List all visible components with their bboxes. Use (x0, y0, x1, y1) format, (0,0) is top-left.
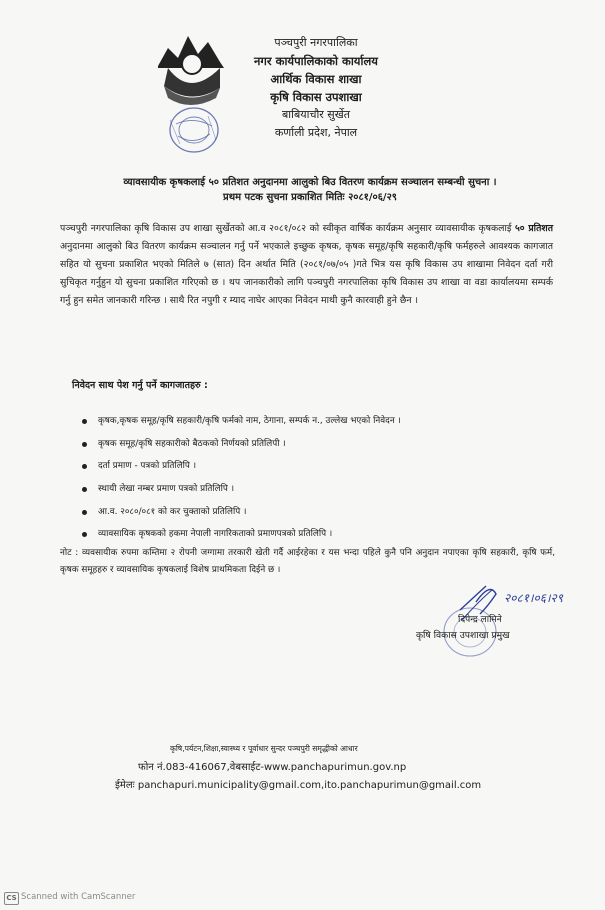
letterhead (226, 34, 406, 142)
bullet-icon (82, 510, 87, 515)
notice-subtitle: प्रथम पटक सुचना प्रकाशित मितिः २०८१/०६/२९ (223, 192, 397, 203)
bullet-icon (82, 442, 87, 447)
body-text-post: अनुदानमा आलुको बिउ वितरण कार्यक्रम सञ्चालन गर्नु पर्ने भएकाले इच्छुक कृषक, कृषक समूह/कृषि सहकारी/कृषि फर्महरुले आवश्यक कागजात सहित यो सुचना प्रकाशित भएको मितिले ७ (सात) दिन अर्थात मिति (२०८१/०७/०५ )गते भित्र यस कृषि विकास उप शाखामा निवेदन दर्ता गरी सुचिकृत गर्नुहुन यो सुचना प्रकाशित गरिएको छ । थप जानकारीको लागि पञ्चपुरी नगरपालिका कृषि विकास उप शाखा वा वडा कार्यालयमा सम्पर्क गर्नु हुन समेत जानकारी गरिन्छ । साथै रित नपुगी र म्याद नाघेर आएका निवेदन माथी कुनै कारवाही हुने छैन । (60, 241, 553, 306)
notice-title: व्यावसायीक कृषकलाई ५० प्रतिशत अनुदानमा आलुको बिउ वितरण कार्यक्रम सञ्चालन सम्बन्धी सुचना । (123, 177, 497, 188)
requirements-list (82, 410, 552, 546)
list-item (82, 410, 552, 433)
requirement-text: स्थायी लेखा नम्बर प्रमाण पत्रको प्रतिलिपि । (98, 484, 235, 495)
office-name: नगर कार्यपालिकाको कार्यालय (254, 54, 378, 68)
signatory-role: कृषि विकास उपशाखा प्रमुख (416, 630, 510, 641)
notice-body (60, 220, 553, 310)
government-emblem-icon (150, 28, 232, 158)
bullet-icon (82, 464, 87, 469)
camscanner-logo-icon: CS (4, 892, 19, 905)
municipality-name: पञ्चपुरी नगरपालिका (274, 36, 358, 49)
notice-note: नोट : व्यवसायीक रुपमा कम्तिमा २ रोपनी जग्गामा तरकारी खेती गर्दै आईरहेका र यस भन्दा पहिले कुनै पनि अनुदान नपाएका कृषि सहकारी, कृषि फर्म, कृषक समूहहरु र व्यावसायिक कृषकलाई विशेष प्राथमिकता दिईने छ । (60, 548, 555, 575)
footer-contact: फोन नं.083-416067,वेबसाईट-www.panchapurimun.gov.np (138, 762, 407, 773)
requirements-heading: निवेदन साथ पेश गर्नु पर्ने कागजातहरु : (72, 380, 208, 391)
handwritten-date: २०८१।०६।२९ (504, 591, 564, 605)
requirement-text: कृषक,कृषक समूह/कृषि सहकारी/कृषि फर्मको नाम, ठेगाना, सम्पर्क न., उल्लेख भएको निवेदन । (98, 416, 401, 426)
province-name: कर्णाली प्रदेश, नेपाल (274, 126, 358, 139)
signatory-name: दिपेन्द्र लामिने (458, 615, 502, 625)
requirement-text: कृषक समूह/कृषि सहकारीको बैठकको निर्णयको प्रतिलिपी । (98, 438, 286, 449)
requirement-text: व्यावसायिक कृषकको हकमा नेपाली नागरिकताको प्रमाणपत्रको प्रतिलिपि । (98, 529, 333, 540)
body-text-bold: ५० प्रतिशत (514, 223, 554, 234)
list-item (82, 455, 552, 478)
requirement-text: दर्ता प्रमाण - पत्रको प्रतिलिपि । (98, 461, 197, 472)
footer-email: ईमेलः panchapuri.municipality@gmail.com,ito.panchapurimun@gmail.com (115, 780, 482, 791)
bullet-icon (82, 419, 87, 424)
body-text-pre: पञ्चपुरी नगरपालिका कृषि विकास उप शाखा सुर्खेतको आ.व २०८१/०८२ को स्वीकृत वार्षिक कार्यक्रम अनुसार व्यावसायीक कृषकलाई (60, 223, 515, 234)
requirement-text: आ.व. २०८०/०८१ को कर चुक्ताको प्रतिलिपि । (98, 506, 247, 517)
bullet-icon (82, 532, 87, 537)
notice-title-block (50, 175, 570, 205)
list-item (82, 478, 552, 501)
branch-name: आर्थिक विकास शाखा (270, 72, 362, 86)
office-location: बाबियाचौर सुर्खेत (281, 108, 351, 121)
subbranch-name: कृषि विकास उपशाखा (270, 90, 362, 104)
footer-tagline: कृषि,पर्यटन,शिक्षा,स्वास्थ्य र पूर्वाधार सुन्दर पञ्चपुरी समृद्धीको आधार (170, 744, 358, 753)
bullet-icon (82, 487, 87, 492)
list-item (82, 433, 552, 456)
scanner-watermark: Scanned with CamScanner (21, 892, 136, 902)
list-item (82, 523, 552, 546)
list-item (82, 501, 552, 524)
